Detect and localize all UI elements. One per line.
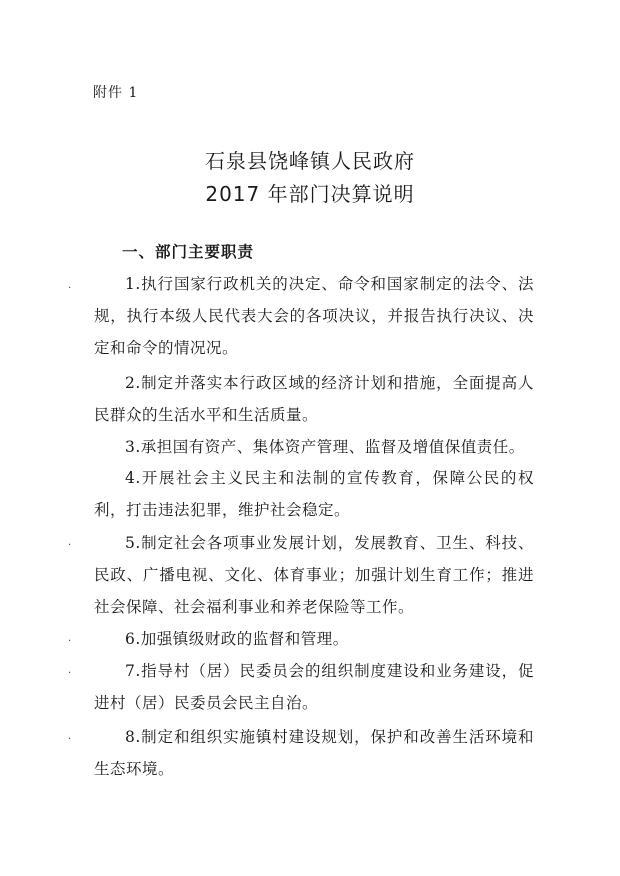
attachment-label: 附件 1 — [93, 85, 139, 101]
document-title-line2: 2017 年部门决算说明 — [205, 182, 415, 206]
duty-paragraph-2: 2.制定并落实本行政区域的经济计划和措施，全面提高人民群众的生活水平和生活质量。 — [94, 374, 534, 424]
margin-mark: . — [68, 665, 72, 676]
duty-paragraph-7: 7.指导村（居）民委员会的组织制度建设和业务建设，促进村（居）民委员会民主自治。 — [94, 662, 534, 712]
duty-paragraph-3: 3.承担国有资产、集体资产管理、监督及增值保值责任。 — [125, 438, 525, 456]
duty-paragraph-5: 5.制定社会各项事业发展计划，发展教育、卫生、科技、民政、广播电视、文化、体育事业；加强计划生育工作；推进社会保障、社会福利事业和养老保险等工作。 — [94, 534, 534, 616]
document-title-line1: 石泉县饶峰镇人民政府 — [205, 149, 415, 173]
margin-mark: . — [68, 537, 72, 548]
duty-paragraph-8: 8.制定和组织实施镇村建设规划，保护和改善生活环境和生态环境。 — [94, 728, 534, 778]
duty-paragraph-4: 4.开展社会主义民主和法制的宣传教育，保障公民的权利，打击违法犯罪，维护社会稳定。 — [94, 469, 534, 519]
duty-paragraph-6: 6.加强镇级财政的监督和管理。 — [125, 630, 349, 648]
duty-paragraph-1: 1.执行国家行政机关的决定、命令和国家制定的法令、法规，执行本级人民代表大会的各项决议，并报告执行决议、决定和命令的情况况。 — [94, 275, 534, 357]
margin-mark: . — [68, 280, 72, 291]
section-heading: 一、部门主要职责 — [122, 243, 255, 261]
margin-mark: . — [68, 731, 72, 742]
margin-mark: . — [68, 633, 72, 644]
